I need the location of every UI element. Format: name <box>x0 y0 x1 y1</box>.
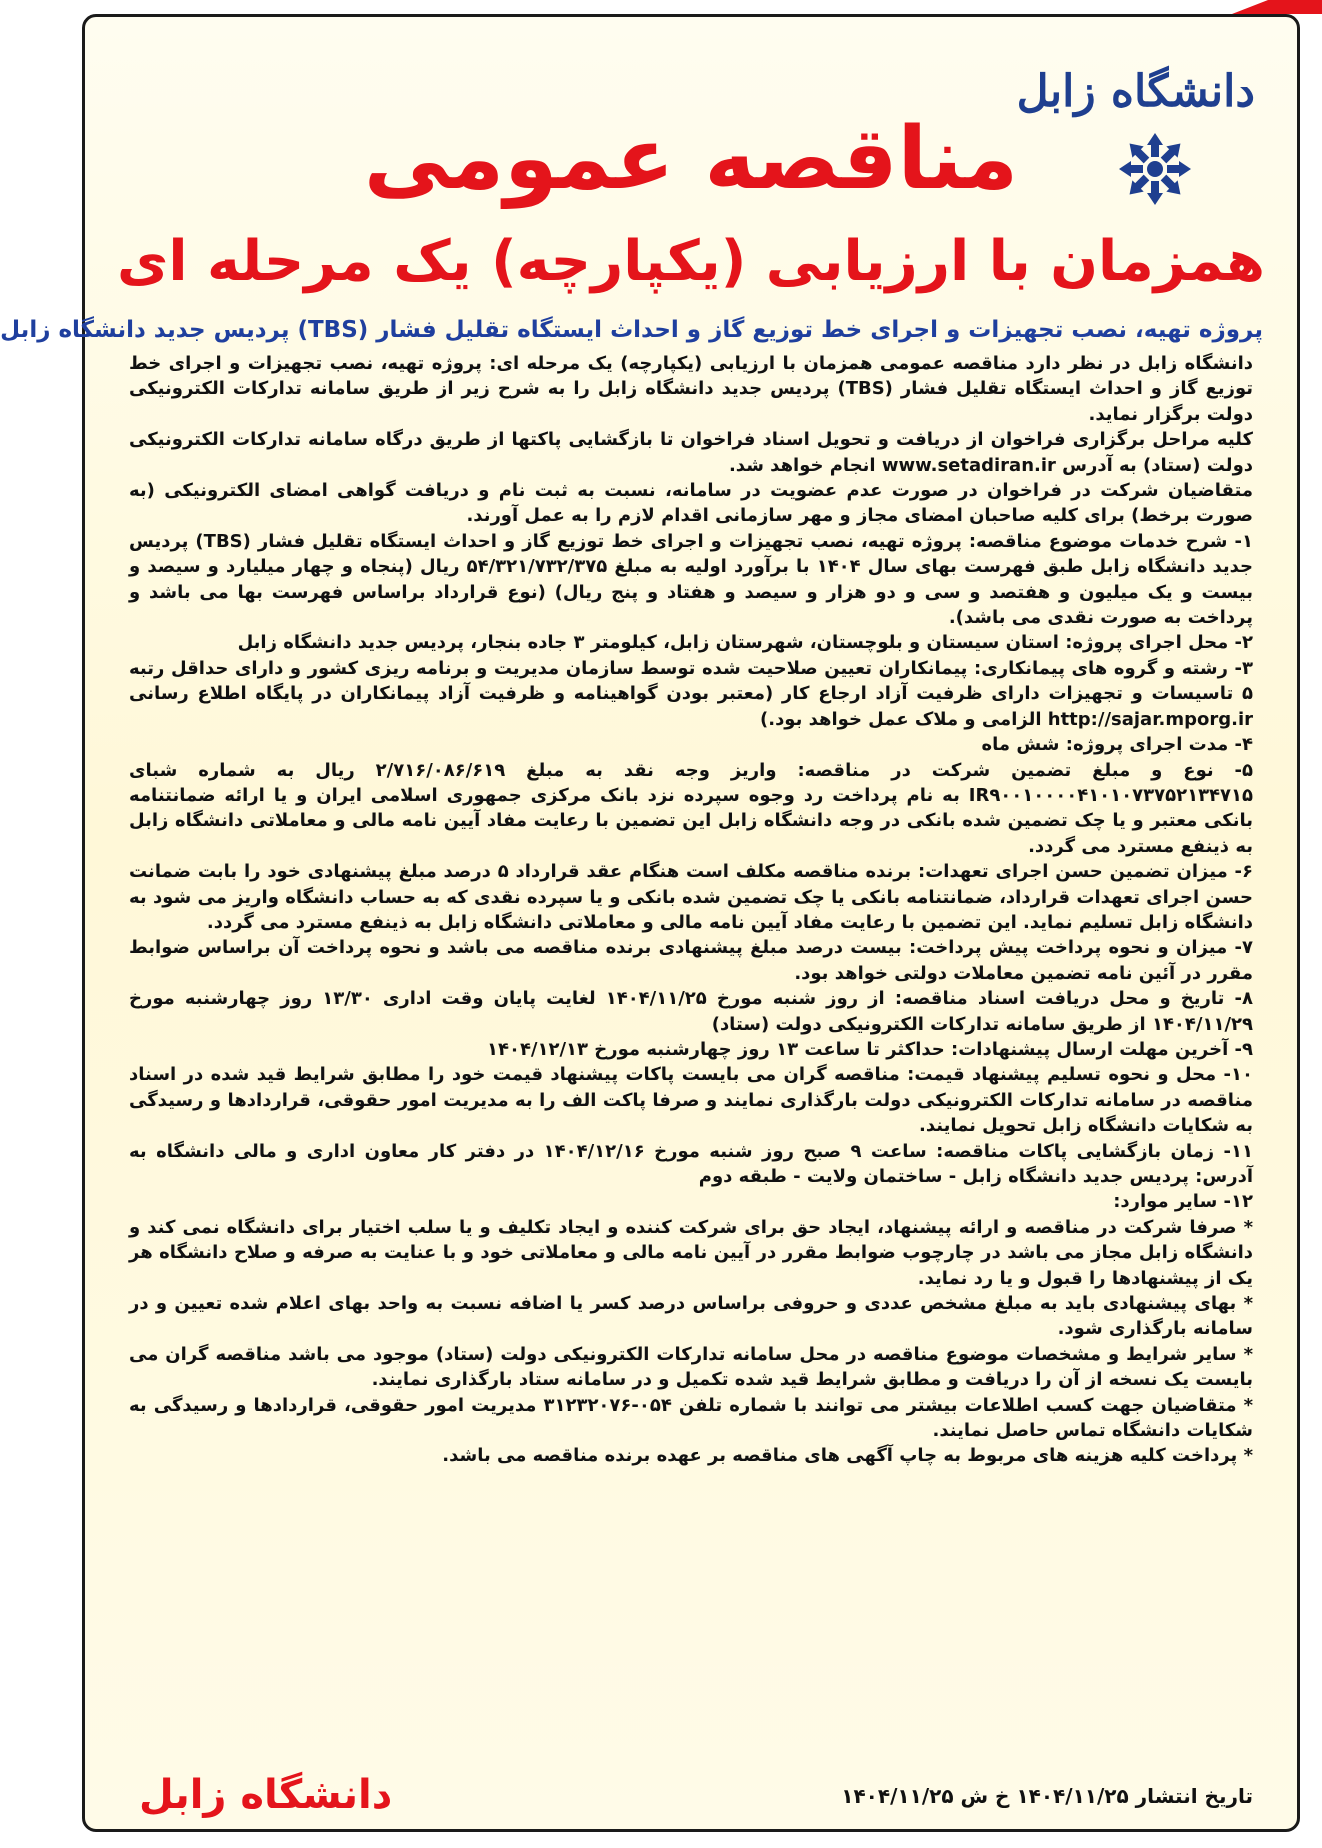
paragraph: کلیه مراحل برگزاری فراخوان از دریافت و تحویل اسناد فراخوان تا بازگشایی پاکتها از طریق درگاه سامانه تدارکات الکترونیکی دولت (ستاد) به آدرس www.setadiran.ir انجام خواهد شد. <box>129 429 1253 476</box>
paragraph: ۸- تاریخ و محل دریافت اسناد مناقصه: از روز شنبه مورخ ۱۴۰۴/۱۱/۲۵ لغایت پایان وقت اداری ۱۳/۳۰ روز چهارشنبه مورخ ۱۴۰۴/۱۱/۲۹ از طریق سامانه تدارکات الکترونیکی دولت (ستاد) <box>129 988 1253 1035</box>
paragraph: ۹- آخرین مهلت ارسال پیشنهادات: حداکثر تا ساعت ۱۳ روز چهارشنبه مورخ ۱۴۰۴/۱۲/۱۳ <box>486 1038 1253 1060</box>
paragraph: ۴- مدت اجرای پروژه: شش ماه <box>981 734 1253 756</box>
page-subtitle: همزمان با ارزیابی (یکپارچه) یک مرحله ای <box>117 229 1265 294</box>
announcement-body <box>129 351 1253 1469</box>
paragraph: ۶- میزان تضمین حسن اجرای تعهدات: برنده مناقصه مکلف است هنگام عقد قرارداد ۵ درصد مبلغ پیشنهادی خود را بابت ضمانت حسن اجرای تعهدات قرارداد، ضمانتنامه بانکی یا چک تضمین شده بانکی و یا سپرده نقدی که به حساب دانشگاه واریز می شود به دانشگاه زابل تسلیم نماید. این تضمین با رعایت مفاد آیین نامه مالی و معاملاتی دانشگاه زابل به ذینفع مسترد می گردد. <box>129 861 1253 933</box>
announcement-content <box>0 27 1283 1819</box>
paragraph: ۱- شرح خدمات موضوع مناقصه: پروژه تهیه، نصب تجهیزات و اجرای خط توزیع گاز و احداث ایستگاه تقلیل فشار (TBS) پردیس جدید دانشگاه زابل طبق فهرست بهای سال ۱۴۰۴ با برآورد اولیه به مبلغ ۵۴/۳۲۱/۷۳۲/۳۷۵ ریال (پنجاه و چهار میلیارد و سیصد و بیست و یک میلیون و هفتصد و سی و دو هزار و سیصد و هفتاد و پنج ریال) (نوع قرارداد براساس فهرست بها می باشد و پرداخت به صورت نقدی می باشد). <box>129 530 1254 629</box>
paragraph: ۱۰- محل و نحوه تسلیم پیشنهاد قیمت: مناقصه گران می بایست پاکات پیشنهاد قیمت خود را مطابق شرایط قید شده در اسناد مناقصه در سامانه تدارکات الکترونیکی دولت بارگذاری نمایند و صرفا پاکت الف را به مدیریت امور حقوقی، قراردادها و رسیدگی به شکایات دانشگاه زابل تحویل نمایند. <box>129 1064 1253 1137</box>
logo-text: دانشگاه زابل <box>1016 66 1255 117</box>
paragraph: دانشگاه زابل در نظر دارد مناقصه عمومی همزمان با ارزیابی (یکپارچه) یک مرحله ای: پروژه تهیه، نصب تجهیزات و اجرای خط توزیع گاز و احداث ایستگاه تقلیل فشار (TBS) پردیس جدید دانشگاه زابل را به شرح زیر از طریق سامانه تدارکات الکترونیکی دولت برگزار نماید. <box>129 353 1253 425</box>
paragraph: ۱۲- سایر موارد: <box>1113 1191 1253 1213</box>
paragraph: * سایر شرایط و مشخصات موضوع مناقصه در محل سامانه تدارکات الکترونیکی دولت (ستاد) موجود می باشد مناقصه گران می بایست یک نسخه از آن را دریافت و مطابق شرایط قید شده تکمیل و در سامانه ستاد بارگذاری نمایند. <box>129 1343 1253 1391</box>
paragraph: ۵- نوع و مبلغ تضمین شرکت در مناقصه: واریز وجه نقد به مبلغ ۲/۷۱۶/۰۸۶/۶۱۹ ریال به شماره شبای IR۹۰۰۱۰۰۰۰۴۱۰۱۰۷۳۷۵۲۱۳۴۷۱۵ به نام پرداخت رد وجوه سپرده نزد بانک مرکزی جمهوری اسلامی ایران و یا ارائه ضمانتنامه بانکی معتبر و یا چک تضمین شده بانکی در وجه دانشگاه زابل این تضمین با رعایت مفاد آیین نامه مالی و معاملاتی دانشگاه زابل به ذینفع مسترد می گردد. <box>129 759 1254 857</box>
paragraph: ۷- میزان و نحوه پرداخت پیش پرداخت: بیست درصد مبلغ پیشنهادی برنده مناقصه می باشد و نحوه پرداخت آن براساس ضوابط مقرر در آئین نامه تضمین معاملات دولتی خواهد بود. <box>129 937 1253 984</box>
corner-mark <box>1232 0 1322 14</box>
paragraph: ۲- محل اجرای پروژه: استان سیستان و بلوچستان، شهرستان زابل، کیلومتر ۳ جاده بنجار، پردیس جدید دانشگاه زابل <box>237 632 1253 654</box>
paragraph: * صرفا شرکت در مناقصه و ارائه پیشنهاد، ایجاد حق برای شرکت کننده و ایجاد تکلیف و یا سلب اختیار برای دانشگاه نمی کند و دانشگاه زابل مجاز می باشد در چارچوب ضوابط مقرر در آیین نامه مالی و معاملاتی خود و با عنایت به صرفه و صلاح دانشگاه هر یک از پیشنهادها را قبول و یا رد نماید. <box>129 1216 1253 1289</box>
publish-date: تاریخ انتشار ۱۴۰۴/۱۱/۲۵ خ ش ۱۴۰۴/۱۱/۲۵ <box>841 1784 1253 1808</box>
project-title: پروژه تهیه، نصب تجهیزات و اجرای خط توزیع گاز و احداث ایستگاه تقلیل فشار (TBS) پردیس جدید دانشگاه زابل <box>0 317 1263 343</box>
paragraph: ۱۱- زمان بازگشایی پاکات مناقصه: ساعت ۹ صبح روز شنبه مورخ ۱۴۰۴/۱۲/۱۶ در دفتر کار معاون اداری و مالی دانشگاه به آدرس: پردیس جدید دانشگاه زابل - ساختمان ولایت - طبقه دوم <box>129 1140 1253 1187</box>
paragraph: * پرداخت کلیه هزینه های مربوط به چاپ آگهی های مناقصه بر عهده برنده مناقصه می باشد. <box>442 1445 1253 1467</box>
page-title: مناقصه عمومی <box>363 109 1019 209</box>
paragraph: * بهای پیشنهادی باید به مبلغ مشخص عددی و حروفی براساس درصد کسر یا اضافه نسبت به واحد بهای اعلام شده تعیین و در سامانه بارگذاری شود. <box>129 1293 1253 1340</box>
footer-organization: دانشگاه زابل <box>139 1772 393 1818</box>
paragraph: ۳- رشته و گروه های پیمانکاری: پیمانکاران تعیین صلاحیت شده توسط سازمان مدیریت و برنامه ریزی کشور و دارای حداقل رتبه ۵ تاسیسات و تجهیزات دارای ظرفیت آزاد ارجاع کار (معتبر بودن گواهینامه و ظرفیت آزاد پیمانکاران در پایگاه اطلاع رسانی http://sajar.mporg.ir الزامی و ملاک عمل خواهد بود.) <box>129 657 1253 730</box>
paragraph: * متقاضیان جهت کسب اطلاعات بیشتر می توانند با شماره تلفن ۰۵۴-۳۱۲۳۲۰۷۶ مدیریت امور حقوقی، قراردادها و رسیدگی به شکایات دانشگاه تماس حاصل نمایند. <box>129 1394 1254 1442</box>
paragraph: متقاضیان شرکت در فراخوان در صورت عدم عضویت در سامانه، نسبت به ثبت نام و دریافت گواهی امضای الکترونیکی (به صورت برخط) برای کلیه صاحبان امضای مجاز و مهر سازمانی اقدام لازم را به عمل آورند. <box>129 480 1253 527</box>
announcement-frame <box>0 14 1300 1832</box>
